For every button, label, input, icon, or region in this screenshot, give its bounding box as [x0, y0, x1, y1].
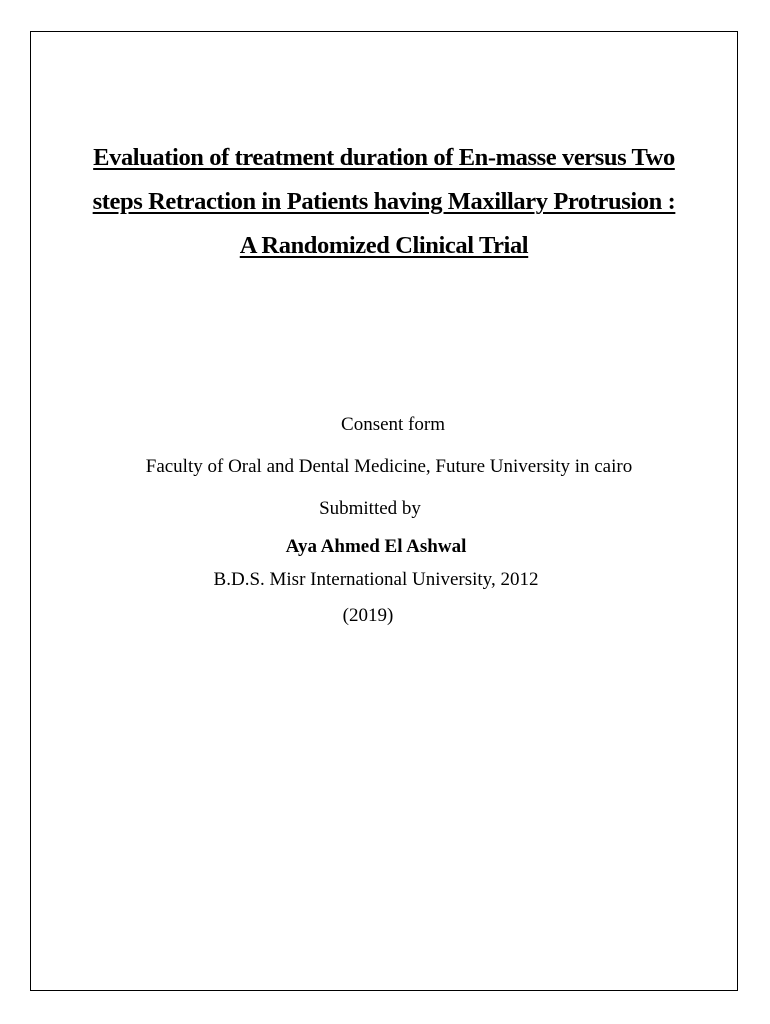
document-type: Consent form: [341, 414, 445, 435]
title-line-3: A Randomized Clinical Trial: [239, 232, 529, 259]
author-degree: B.D.S. Misr International University, 2012: [213, 569, 539, 590]
title-line-1: Evaluation of treatment duration of En-masse versus Two: [93, 144, 675, 171]
faculty-name: Faculty of Oral and Dental Medicine, Future University in cairo: [145, 456, 633, 477]
author-name: Aya Ahmed El Ashwal: [285, 536, 467, 557]
submitted-by-label: Submitted by: [319, 498, 421, 519]
document-title: [31, 136, 737, 268]
title-line-2: steps Retraction in Patients having Maxillary Protrusion :: [92, 188, 676, 215]
document-year: (2019): [342, 605, 394, 626]
document-page: [30, 31, 738, 991]
